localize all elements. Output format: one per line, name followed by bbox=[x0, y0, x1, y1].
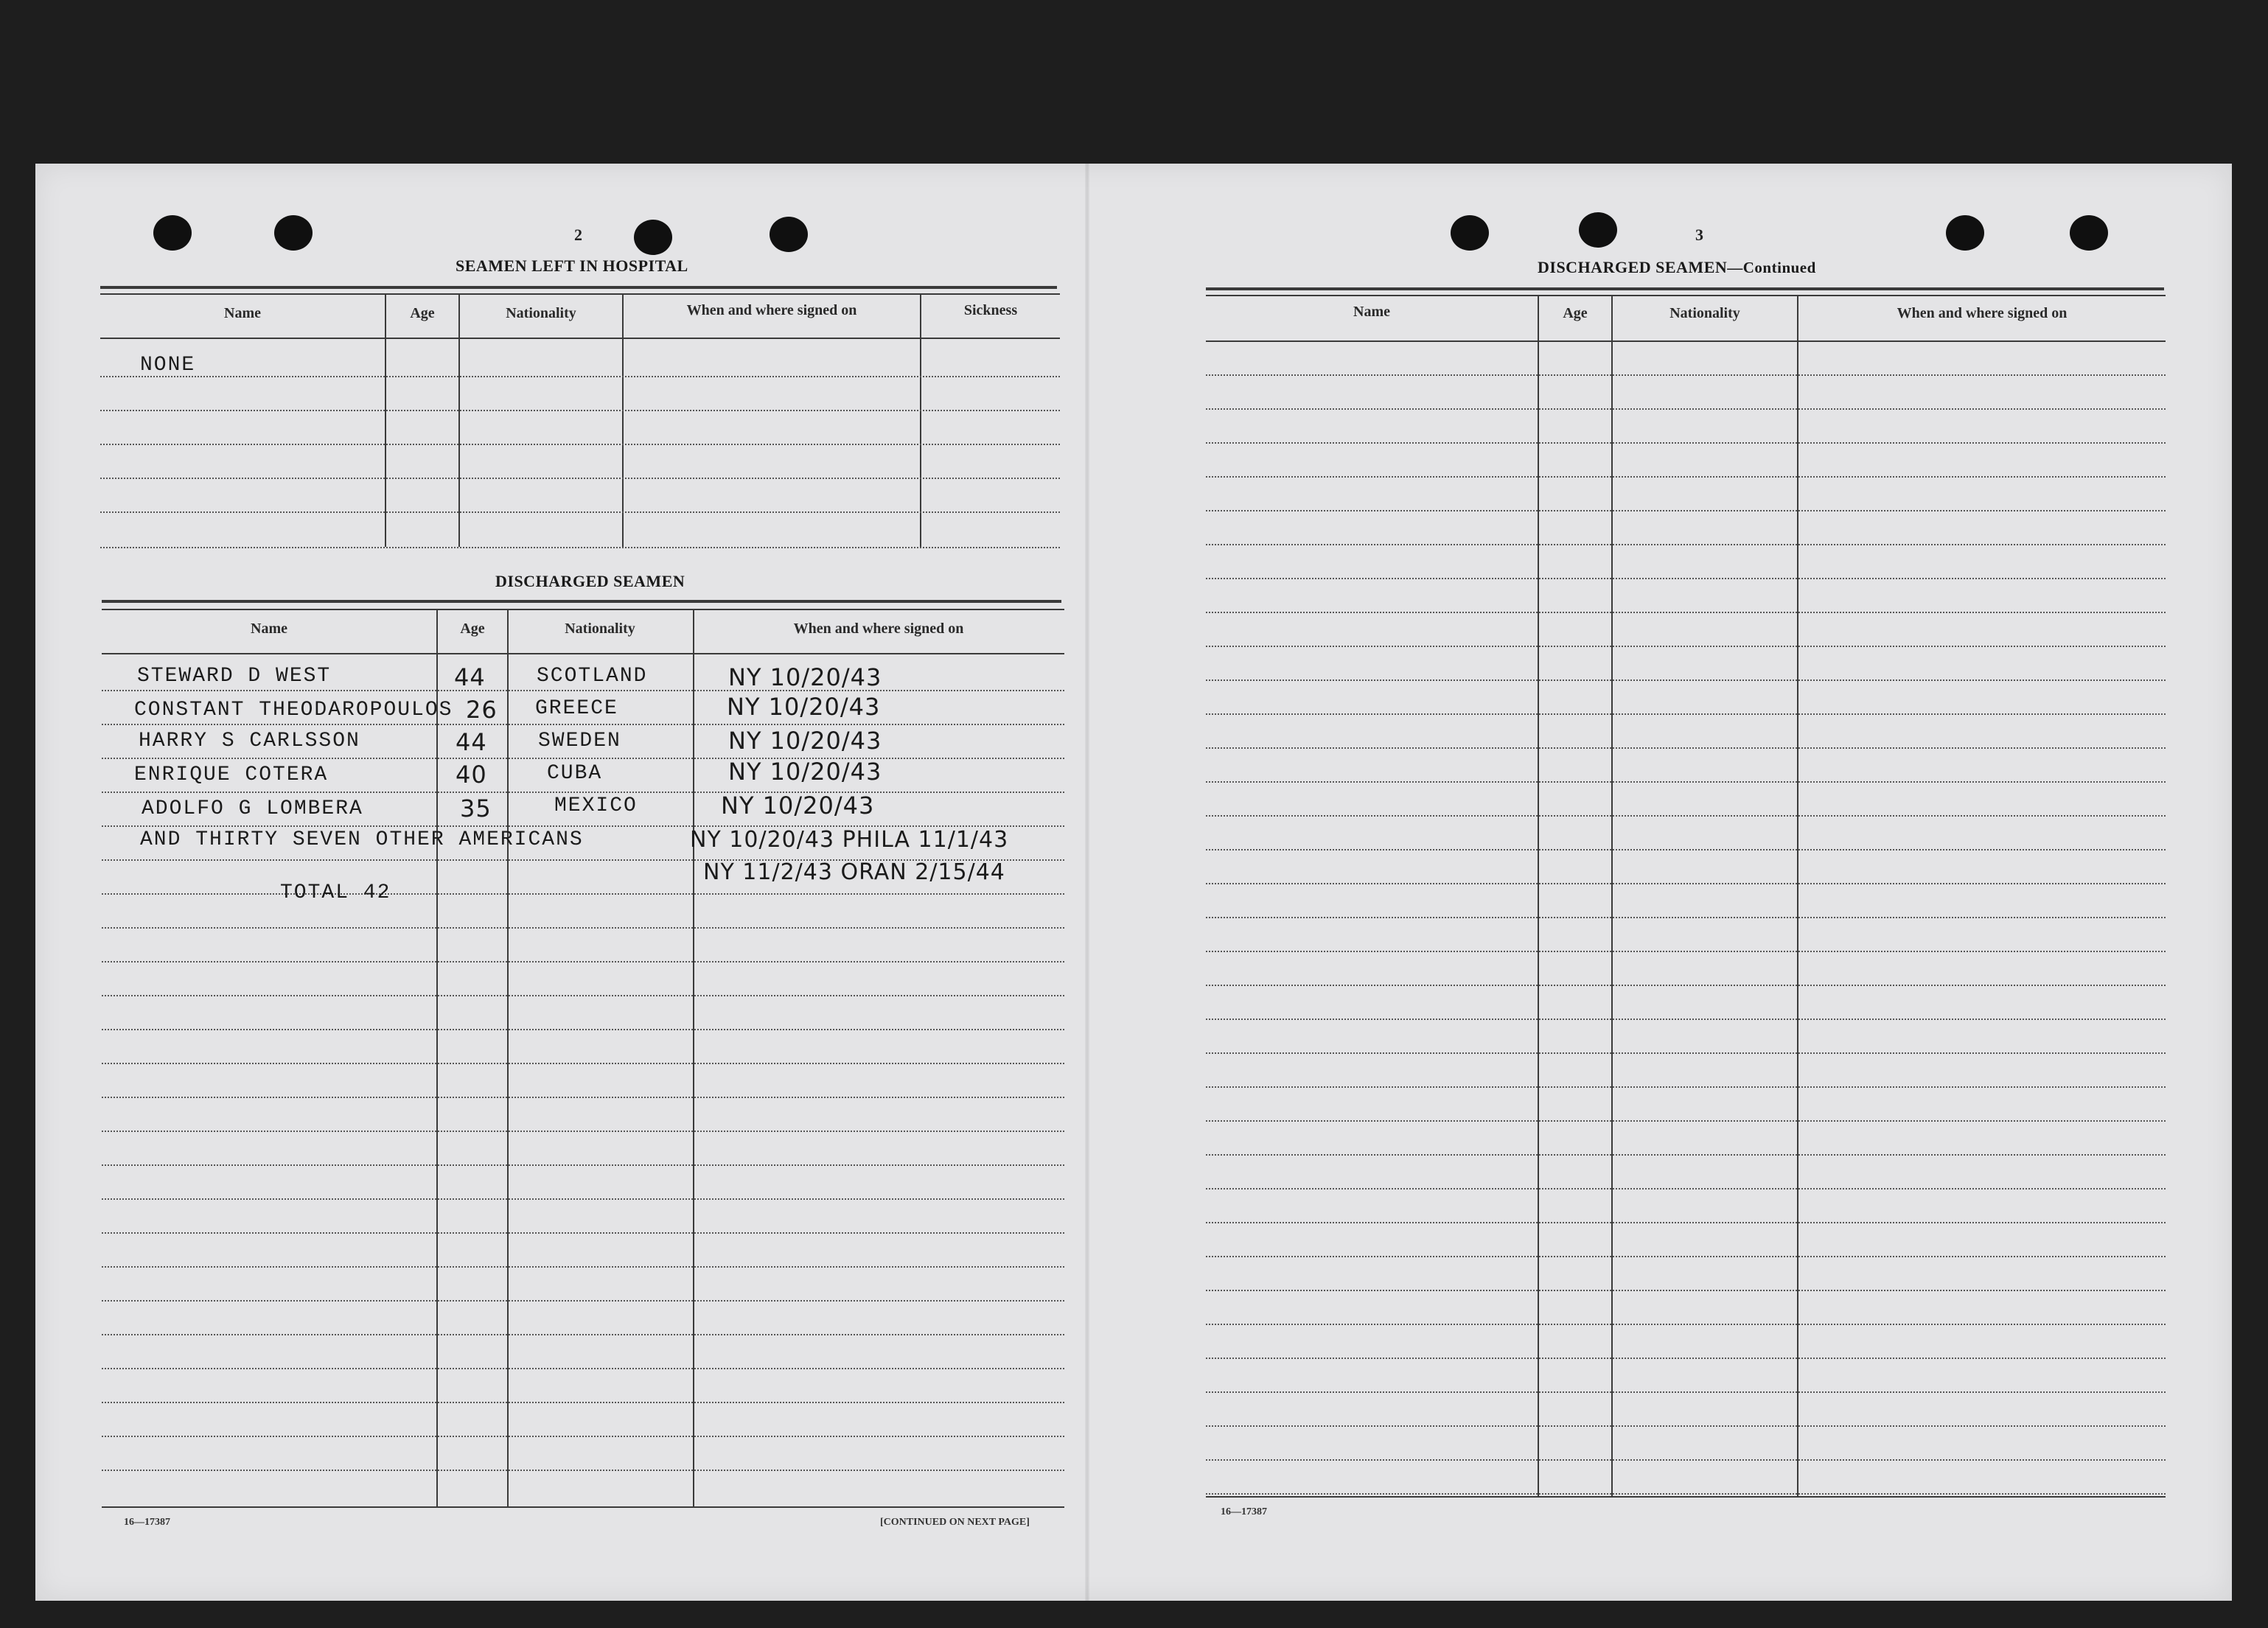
seaman-age: 44 bbox=[456, 728, 487, 756]
ruled-row bbox=[1206, 1290, 2166, 1291]
ruled-row bbox=[102, 1164, 1064, 1166]
seaman-age: 44 bbox=[454, 663, 486, 691]
ruled-row bbox=[102, 1470, 1064, 1471]
table-rule bbox=[1206, 295, 2166, 296]
ruled-row bbox=[102, 1266, 1064, 1268]
seaman-nationality: SCOTLAND bbox=[537, 665, 648, 688]
others-line: AND THIRTY SEVEN OTHER AMERICANS bbox=[140, 828, 584, 851]
column-header-name: Name bbox=[224, 305, 261, 321]
column-divider bbox=[920, 293, 921, 547]
table-rule bbox=[100, 293, 1060, 295]
column-divider bbox=[1538, 295, 1539, 1498]
ruled-row bbox=[1206, 1222, 2166, 1223]
form-number: 16—17387 bbox=[124, 1517, 170, 1528]
column-header-nationality: Nationality bbox=[565, 621, 635, 637]
form-number: 16—17387 bbox=[1221, 1506, 1267, 1517]
hospital-entry: NONE bbox=[140, 354, 196, 377]
ruled-row bbox=[1206, 781, 2166, 783]
discharged-continued-title bbox=[1538, 258, 1816, 277]
column-header-age: Age bbox=[460, 621, 485, 637]
ruled-row bbox=[1206, 815, 2166, 817]
ruled-row bbox=[1206, 1188, 2166, 1189]
ruled-row bbox=[102, 995, 1064, 996]
ruled-row bbox=[1206, 1086, 2166, 1088]
column-header-name: Name bbox=[251, 621, 287, 637]
seaman-signed-on: NY 10/20/43 bbox=[728, 758, 882, 786]
ruled-row bbox=[100, 444, 1060, 445]
ruled-row bbox=[1206, 1391, 2166, 1393]
seaman-signed-on: NY 10/20/43 bbox=[728, 727, 882, 755]
ruled-row bbox=[1206, 1459, 2166, 1461]
column-header-nationality: Nationality bbox=[506, 305, 576, 321]
table-rule bbox=[100, 338, 1060, 339]
ruled-row bbox=[102, 1131, 1064, 1132]
total-count: TOTAL 42 bbox=[280, 881, 391, 904]
table-rule bbox=[102, 1506, 1064, 1508]
column-divider bbox=[436, 609, 438, 1506]
ruled-row bbox=[1206, 442, 2166, 444]
table-rule bbox=[1206, 340, 2166, 342]
ruled-row bbox=[102, 893, 1064, 895]
column-header-nationality: Nationality bbox=[1669, 305, 1740, 321]
column-divider bbox=[507, 609, 509, 1506]
column-divider bbox=[385, 293, 386, 547]
table-rule bbox=[102, 600, 1061, 603]
column-divider bbox=[1797, 295, 1798, 1498]
ruled-row bbox=[102, 1063, 1064, 1064]
ruled-row bbox=[1206, 1493, 2166, 1495]
ruled-row bbox=[100, 478, 1060, 479]
ruled-row bbox=[1206, 408, 2166, 410]
ruled-row bbox=[102, 724, 1064, 725]
punch-hole bbox=[770, 217, 808, 252]
ruled-row bbox=[1206, 374, 2166, 376]
others-signed-on-1: NY 10/20/43 PHILA 11/1/43 bbox=[690, 827, 1009, 853]
ruled-row bbox=[102, 1402, 1064, 1403]
column-header-name: Name bbox=[1353, 304, 1390, 320]
ruled-row bbox=[1206, 476, 2166, 478]
page-number: 3 bbox=[1695, 226, 1703, 244]
ruled-row bbox=[1206, 612, 2166, 613]
ruled-row bbox=[102, 758, 1064, 759]
ruled-row bbox=[1206, 680, 2166, 681]
table-rule bbox=[1206, 287, 2164, 290]
punch-hole bbox=[153, 215, 192, 251]
hospital-section-title: SEAMEN LEFT IN HOSPITAL bbox=[456, 256, 688, 275]
table-rule bbox=[102, 653, 1064, 654]
ruled-row bbox=[1206, 883, 2166, 884]
seaman-name: STEWARD D WEST bbox=[137, 665, 332, 688]
ruled-row bbox=[102, 961, 1064, 963]
ruled-row bbox=[1206, 1154, 2166, 1156]
ruled-row bbox=[102, 792, 1064, 793]
ruled-row bbox=[1206, 1256, 2166, 1257]
seaman-name: ENRIQUE COTERA bbox=[134, 764, 329, 786]
punch-hole bbox=[2070, 215, 2108, 251]
punch-hole bbox=[1946, 215, 1984, 251]
ruled-row bbox=[1206, 747, 2166, 749]
ruled-row bbox=[102, 690, 1064, 691]
column-header-age: Age bbox=[410, 305, 435, 321]
discharged-section-title: DISCHARGED SEAMEN bbox=[495, 572, 685, 590]
punch-hole bbox=[1579, 212, 1617, 248]
seaman-age: 40 bbox=[456, 761, 487, 789]
ruled-row bbox=[100, 547, 1060, 548]
seaman-age: 26 bbox=[466, 696, 498, 724]
seaman-signed-on: NY 10/20/43 bbox=[727, 693, 881, 721]
column-header-age: Age bbox=[1563, 305, 1588, 321]
seaman-nationality: MEXICO bbox=[554, 794, 638, 817]
column-header-signed-on: When and where signed on bbox=[793, 621, 964, 637]
others-signed-on-2: NY 11/2/43 ORAN 2/15/44 bbox=[703, 859, 1005, 885]
ruled-row bbox=[102, 1198, 1064, 1200]
seaman-signed-on: NY 10/20/43 bbox=[721, 792, 875, 820]
table-rule bbox=[102, 609, 1064, 610]
column-divider bbox=[622, 293, 624, 547]
ruled-row bbox=[102, 1334, 1064, 1335]
ruled-row bbox=[1206, 985, 2166, 986]
punch-hole bbox=[634, 220, 672, 255]
page-fold bbox=[1085, 164, 1089, 1601]
ruled-row bbox=[1206, 544, 2166, 545]
ruled-row bbox=[102, 1300, 1064, 1302]
seaman-age: 35 bbox=[460, 794, 492, 822]
ruled-row bbox=[102, 1436, 1064, 1437]
ruled-row bbox=[102, 1029, 1064, 1030]
ruled-row bbox=[100, 376, 1060, 377]
title-main: DISCHARGED SEAMEN bbox=[1538, 258, 1728, 276]
seaman-name: HARRY S CARLSSON bbox=[139, 730, 360, 752]
ruled-row bbox=[1206, 1358, 2166, 1359]
punch-hole bbox=[1451, 215, 1489, 251]
ruled-row bbox=[102, 1368, 1064, 1369]
ruled-row bbox=[1206, 849, 2166, 850]
ruled-row bbox=[100, 410, 1060, 411]
ruled-row bbox=[102, 927, 1064, 929]
seaman-nationality: SWEDEN bbox=[538, 730, 621, 752]
seaman-nationality: GREECE bbox=[535, 697, 618, 720]
ruled-row bbox=[102, 1097, 1064, 1098]
ruled-row bbox=[1206, 1324, 2166, 1325]
column-divider bbox=[1611, 295, 1613, 1498]
seaman-signed-on: NY 10/20/43 bbox=[728, 663, 882, 691]
page-number: 2 bbox=[574, 226, 582, 244]
ruled-row bbox=[1206, 1052, 2166, 1054]
ruled-row bbox=[1206, 951, 2166, 952]
title-suffix: —Continued bbox=[1727, 259, 1816, 276]
ruled-row bbox=[1206, 1425, 2166, 1427]
ruled-row bbox=[100, 511, 1060, 513]
continued-note: [CONTINUED ON NEXT PAGE] bbox=[880, 1517, 1030, 1528]
seaman-name: ADOLFO G LOMBERA bbox=[142, 797, 363, 820]
seaman-nationality: CUBA bbox=[547, 762, 603, 785]
table-rule bbox=[100, 286, 1057, 289]
column-header-signed-on: When and where signed on bbox=[686, 302, 857, 318]
column-divider bbox=[458, 293, 460, 547]
ruled-row bbox=[102, 1232, 1064, 1234]
column-divider bbox=[693, 609, 694, 1506]
column-header-signed-on: When and where signed on bbox=[1897, 305, 2068, 321]
ruled-row bbox=[1206, 1019, 2166, 1020]
table-rule bbox=[1206, 1496, 2166, 1498]
ruled-row bbox=[1206, 646, 2166, 647]
ruled-row bbox=[1206, 713, 2166, 715]
column-header-sickness: Sickness bbox=[963, 302, 1018, 318]
ruled-row bbox=[1206, 917, 2166, 918]
punch-hole bbox=[274, 215, 313, 251]
seaman-name: CONSTANT THEODAROPOULOS bbox=[134, 699, 453, 722]
ruled-row bbox=[1206, 510, 2166, 511]
ruled-row bbox=[1206, 1120, 2166, 1122]
ruled-row bbox=[1206, 578, 2166, 579]
